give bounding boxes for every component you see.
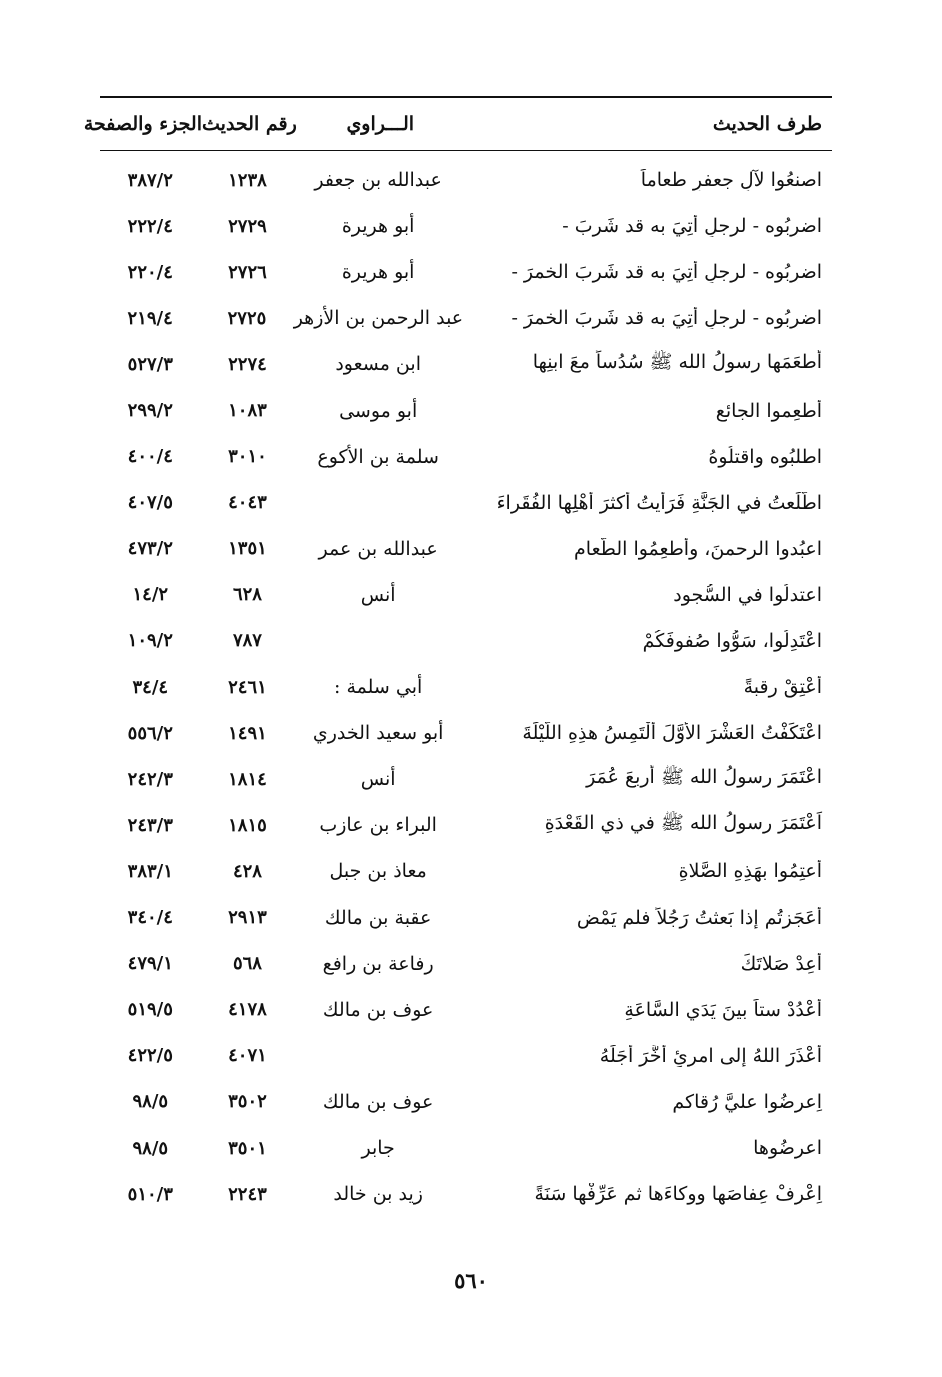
hadith-text: اعرِضُوها bbox=[753, 1137, 822, 1160]
narrator: أبو هريرة bbox=[341, 261, 415, 284]
volume-page: ١٠٩/٢ bbox=[127, 630, 173, 652]
volume-page: ٤٠٧/٥ bbox=[127, 492, 173, 514]
volume-page: ٩٨/٥ bbox=[132, 1091, 169, 1113]
volume-page: ١٤/٢ bbox=[132, 584, 169, 606]
narrator: جابر bbox=[361, 1137, 395, 1160]
volume-page: ٤٢٢/٥ bbox=[127, 1045, 173, 1067]
table-row bbox=[100, 1033, 832, 1079]
volume-page: ٤٧٣/٢ bbox=[127, 538, 173, 560]
narrator: عبدالله بن جعفر bbox=[314, 169, 442, 192]
narrator: أبو سعيد الخدري bbox=[312, 722, 444, 745]
header-volume-page: الجزء والصفحة bbox=[83, 113, 202, 135]
table-row bbox=[100, 434, 832, 480]
header-hadith: طرف الحديث bbox=[712, 113, 822, 135]
hadith-text: اعتدلُوا في السُّجود bbox=[673, 583, 822, 606]
table-row bbox=[100, 480, 832, 526]
table-row bbox=[100, 895, 832, 941]
hadith-number: ٣٥٠١ bbox=[228, 1137, 267, 1159]
volume-page: ٢٤٢/٣ bbox=[127, 768, 173, 790]
volume-page: ٤٧٩/١ bbox=[127, 953, 173, 975]
narrator: أبو موسى bbox=[339, 399, 418, 422]
table-row bbox=[100, 1125, 832, 1171]
hadith-number: ١٠٨٣ bbox=[228, 400, 267, 422]
hadith-number: ٢٧٢٩ bbox=[228, 215, 267, 237]
volume-page: ٤٠٠/٤ bbox=[127, 446, 173, 468]
hadith-text: اضرِبُوه - لرجلٍ أُتِيَ به قد شَرِبَ - bbox=[562, 215, 822, 238]
hadith-number: ٢٢٧٤ bbox=[228, 353, 267, 375]
volume-page: ٥٢٧/٣ bbox=[127, 353, 173, 375]
header-number: رقم الحديث bbox=[202, 113, 297, 135]
hadith-text: اصنعُوا لآلِ جعفرٍ طعاماً bbox=[640, 169, 822, 192]
table-row bbox=[100, 710, 832, 756]
hadith-number: ٢٧٢٦ bbox=[228, 261, 267, 283]
hadith-text: اعْتَكَفْتُ العَشْرَ الأَوَّلَ أَلْتَمِسُ هذِهِ اللَّيْلَةَ bbox=[522, 722, 822, 745]
narrator: أنس bbox=[360, 768, 396, 791]
hadith-number: ٧٨٧ bbox=[232, 630, 262, 652]
narrator: البراء بن عازب bbox=[319, 814, 437, 837]
volume-page: ٥١٩/٥ bbox=[127, 999, 173, 1021]
hadith-text: اضرِبُوه - لرجلٍ أُتِيَ به قد شَرِبَ الخمرَ - bbox=[511, 307, 822, 330]
narrator: زيد بن خالد bbox=[333, 1183, 423, 1206]
hadith-number: ٢٤٦١ bbox=[228, 676, 267, 698]
hadith-text: أَعْذَرَ اللهُ إلى امرِئٍ أَخَّرَ أَجَلَهُ bbox=[599, 1044, 822, 1067]
volume-page: ٥١٠/٣ bbox=[127, 1183, 173, 1205]
hadith-text: اِعرِضُوا عليَّ رُقاكم bbox=[672, 1090, 822, 1113]
hadith-text: أَطعَمَها رسولُ الله ﷺ سُدُساً معَ ابنِها bbox=[532, 351, 822, 374]
narrator: ابن مسعود bbox=[335, 353, 421, 376]
narrator: عبد الرحمن بن الأزهر bbox=[293, 307, 464, 330]
index-table bbox=[83, 96, 832, 1217]
table-row bbox=[100, 341, 832, 387]
hadith-text: أُعْدُدْ ستاً بينَ يَدَي السَّاعَةِ bbox=[624, 998, 822, 1021]
table-row bbox=[100, 987, 832, 1033]
hadith-text: أَطعِموا الجائع bbox=[715, 399, 822, 422]
narrator: عبدالله بن عمر bbox=[318, 537, 438, 560]
narrator: أبو هريرة bbox=[341, 215, 415, 238]
narrator: سلمة بن الأكوع bbox=[317, 445, 439, 468]
table-row bbox=[100, 1171, 832, 1217]
page-number: ٥٦٠ bbox=[454, 1268, 488, 1293]
hadith-number: ٣٥٠٢ bbox=[228, 1091, 267, 1113]
header-rawi: الـــراوي bbox=[346, 113, 415, 135]
hadith-text: اَعْتَمَرَ رسولُ الله ﷺ في ذي القَعْدَةِ bbox=[544, 812, 822, 835]
hadith-number: ٢٢٤٣ bbox=[228, 1183, 267, 1205]
volume-page: ٣٨٧/٢ bbox=[127, 169, 173, 191]
narrator: معاذ بن جبل bbox=[329, 860, 427, 883]
table-row bbox=[100, 848, 832, 894]
table-row bbox=[100, 295, 832, 341]
table-row bbox=[100, 941, 832, 987]
hadith-number: ٤٠٧١ bbox=[228, 1045, 267, 1067]
hadith-number: ١٣٥١ bbox=[228, 538, 267, 560]
table-row bbox=[100, 618, 832, 664]
hadith-text: اطَّلَعتُ في الجَنَّةِ فَرَأَيتُ أكثرَ أَهْلِها الفُقَراءَ bbox=[496, 491, 822, 514]
hadith-text: أَعتِمُوا بهَذِهِ الصَّلاةِ bbox=[678, 860, 822, 883]
hadith-number: ٤١٧٨ bbox=[228, 999, 267, 1021]
volume-page: ٣٨٣/١ bbox=[127, 860, 173, 882]
volume-page: ٢٩٩/٢ bbox=[127, 400, 173, 422]
narrator: عوف بن مالك bbox=[322, 1090, 434, 1113]
volume-page: ٣٤٠/٤ bbox=[127, 907, 173, 929]
table-header bbox=[83, 98, 832, 151]
narrator: أنس bbox=[360, 583, 396, 606]
hadith-number: ٢٩١٣ bbox=[228, 907, 267, 929]
narrator: رفاعة بن رافع bbox=[322, 952, 434, 975]
hadith-text: أعْتِقْ رقبةً bbox=[743, 676, 822, 699]
table-body bbox=[100, 157, 832, 1217]
hadith-text: اعْتَدِلُوا، سَوُّوا صُفوفَكُمْ bbox=[642, 629, 822, 652]
table-row bbox=[100, 203, 832, 249]
hadith-text: اِعْرِفْ عِفاصَها ووِكاءَها ثم عَرِّفْها سَنَةً bbox=[534, 1183, 822, 1206]
hadith-text: اضرِبُوه - لرجلٍ أُتِيَ به قد شَرِبَ الخمرَ - bbox=[511, 261, 822, 284]
table-row bbox=[100, 756, 832, 802]
volume-page: ٣٤/٤ bbox=[132, 676, 169, 698]
volume-page: ٢١٩/٤ bbox=[127, 307, 173, 329]
hadith-number: ١٢٣٨ bbox=[228, 169, 267, 191]
volume-page: ٢٢٠/٤ bbox=[127, 261, 173, 283]
hadith-text: اعْتَمَرَ رسولُ الله ﷺ أربعَ عُمَرَ bbox=[586, 766, 822, 789]
table-row bbox=[100, 664, 832, 710]
hadith-number: ٢٧٢٥ bbox=[227, 307, 267, 329]
volume-page: ٢٢٢/٤ bbox=[127, 215, 173, 237]
hadith-text: أَعَجَزتُم إذا بَعثتُ رَجُلاً فلم يَمْضِ bbox=[576, 906, 822, 929]
table-row bbox=[100, 802, 832, 848]
narrator: عقبة بن مالك bbox=[324, 906, 432, 929]
table-row bbox=[100, 526, 832, 572]
narrator: عوف بن مالك bbox=[322, 998, 434, 1021]
hadith-number: ٤٢٨ bbox=[232, 860, 262, 882]
hadith-number: ١٨١٥ bbox=[228, 814, 267, 836]
hadith-number: ٦٢٨ bbox=[232, 584, 262, 606]
hadith-number: ٤٠٤٣ bbox=[228, 492, 267, 514]
volume-page: ٩٨/٥ bbox=[132, 1137, 169, 1159]
table-row bbox=[100, 572, 832, 618]
narrator: أبي سلمة : bbox=[334, 676, 423, 699]
hadith-text: أعِدْ صَلاتَكَ bbox=[740, 952, 822, 975]
volume-page: ٢٤٣/٣ bbox=[127, 814, 173, 836]
hadith-number: ٥٦٨ bbox=[232, 953, 262, 975]
table-row bbox=[100, 1079, 832, 1125]
hadith-text: اعبُدوا الرحمنَ، وأَطعِمُوا الطَّعام bbox=[574, 537, 822, 560]
hadith-number: ١٨١٤ bbox=[228, 768, 267, 790]
table-row bbox=[100, 157, 832, 203]
table-row bbox=[100, 387, 832, 433]
volume-page: ٥٥٦/٢ bbox=[127, 722, 173, 744]
hadith-text: اطلبُوه واقتلُوهُ bbox=[708, 445, 822, 468]
hadith-number: ٣٠١٠ bbox=[228, 446, 267, 468]
table-row bbox=[100, 249, 832, 295]
hadith-number: ١٤٩١ bbox=[228, 722, 267, 744]
